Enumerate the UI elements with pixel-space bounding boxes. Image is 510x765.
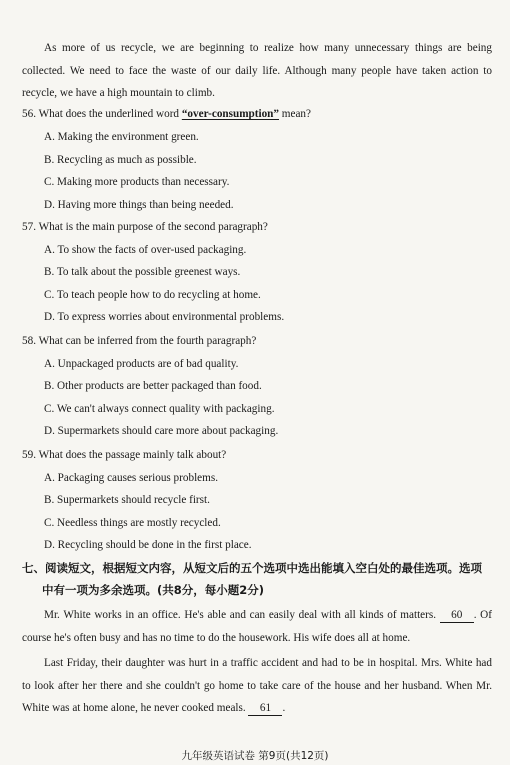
option-59b: B. Supermarkets should recycle first. — [44, 494, 210, 506]
question-58 — [22, 334, 256, 349]
passage-text: Last Friday, their daughter was hurt in a traffic accident and had to be in hospital. Mrs. White had to look after her there and she couldn't go home to take care of the house and her husband. When Mr. White was at home alone, he never cooked meals. — [22, 657, 492, 714]
option-58c: C. We can't always connect quality with packaging. — [44, 402, 275, 415]
question-56 — [22, 107, 311, 122]
option-59a: A. Packaging causes serious problems. — [44, 471, 218, 484]
section7-instruction-line2: 中有一项为多余选项。(共8分，每小题2分) — [42, 583, 265, 597]
passage-paragraph-2 — [22, 652, 492, 720]
option-57a: A. To show the facts of over-used packaging. — [44, 243, 247, 256]
intro-text: As more of us recycle, we are beginning to realize how many unnecessary things are being collected. We need to face the waste of our daily life. Although many people have taken action to recycle, we have a high mountain to climb. — [22, 42, 492, 99]
option-56b: B. Recycling as much as possible. — [44, 153, 197, 166]
question-number: 58. — [22, 335, 36, 347]
passage-text: Mr. White works in an office. He's able and can easily deal with all kinds of matters. — [44, 609, 437, 621]
question-stem: What can be inferred from the fourth paragraph? — [38, 335, 257, 347]
option-58a: A. Unpackaged products are of bad quality. — [44, 357, 239, 370]
blank-60[interactable]: 60 — [440, 609, 474, 623]
option-59d: D. Recycling should be done in the first place. — [44, 539, 252, 551]
blank-61[interactable]: 61 — [248, 702, 282, 716]
option-57b: B. To talk about the possible greenest ways. — [44, 266, 241, 278]
option-58d: D. Supermarkets should care more about packaging. — [44, 425, 279, 437]
question-stem: What does the passage mainly talk about? — [38, 449, 227, 461]
question-stem: What is the main purpose of the second paragraph? — [38, 221, 268, 233]
question-stem: What does the underlined word — [38, 108, 180, 120]
section7-instruction-line1: 七、阅读短文，根据短文内容，从短文后的五个选项中选出能填入空白处的最佳选项。选项 — [22, 561, 482, 575]
passage-text: . Of course he's often busy and has no time to do the housework. His wife does all at home. — [22, 609, 492, 644]
page-footer: 九年级英语试卷 第9页(共12页) — [181, 750, 329, 762]
option-56a: A. Making the environment green. — [44, 131, 199, 143]
option-57c: C. To teach people how to do recycling at home. — [44, 288, 261, 301]
passage-paragraph-1 — [22, 604, 492, 649]
option-56d: D. Having more things than being needed. — [44, 198, 234, 211]
passage-text: . — [282, 702, 286, 714]
option-59c: C. Needless things are mostly recycled. — [44, 516, 221, 529]
underlined-word: “over-consumption” — [181, 108, 279, 120]
option-57d: D. To express worries about environmental problems. — [44, 311, 285, 323]
question-stem-end: mean? — [281, 108, 311, 120]
question-number: 57. — [22, 221, 36, 233]
option-58b: B. Other products are better packaged than food. — [44, 380, 262, 392]
question-57 — [22, 220, 268, 235]
intro-paragraph — [22, 37, 492, 105]
question-59 — [22, 448, 226, 463]
option-56c: C. Making more products than necessary. — [44, 176, 230, 188]
question-number: 59. — [22, 449, 36, 461]
question-number: 56. — [22, 108, 36, 120]
